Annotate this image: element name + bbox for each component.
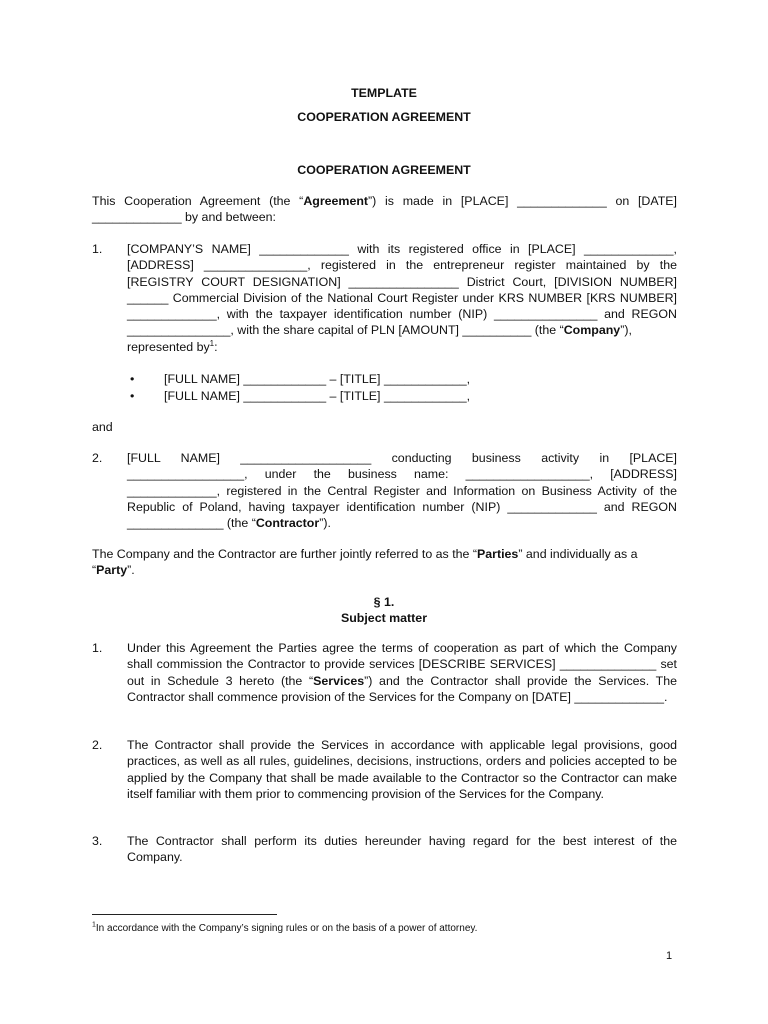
party-1-text xyxy=(127,241,677,355)
clause-1-text-a: Under this Agreement the Parties agree the terms of cooperation as part of which the Company shall commission the Contractor to provide services [DESCRIBE SERVICES] ______________ set out in Schedule 3 hereto (the “ xyxy=(127,641,677,688)
colon: : xyxy=(214,339,218,354)
parties-paragraph xyxy=(92,546,677,579)
representatives-list xyxy=(128,371,528,405)
agreement-heading: COOPERATION AGREEMENT xyxy=(297,163,471,177)
intro-text: This Cooperation Agreement (the “ xyxy=(92,194,304,208)
party-1-number: 1. xyxy=(92,242,103,256)
clause-1-text-b: ”) and the Contractor shall provide the Services. The Contractor shall commence provision of the Services for the Company on [DATE] _____________. xyxy=(127,673,677,704)
clause-1-text xyxy=(127,640,677,705)
clause-2-text: The Contractor shall provide the Services in accordance with applicable legal provisions, good practices, as well as all rules, guidelines, decisions, instructions, orders and policies accepted to be applied by the Company that shall be made available to the Contractor so the Contractor can make itself familiar with them prior to commencing provision of the Services for the Company. xyxy=(127,738,677,801)
section-title: Subject matter xyxy=(340,611,428,625)
intro-paragraph xyxy=(92,193,677,226)
representative-2: [FULL NAME] ____________ – [TITLE] ____________, xyxy=(164,389,471,403)
intro-text-cont: ”) is made in [PLACE] _____________ on [DATE] _____________ by and between: xyxy=(92,194,677,225)
document-title: COOPERATION AGREEMENT xyxy=(297,110,471,124)
footnote-number: 1 xyxy=(92,921,96,929)
footnote-ref: 1 xyxy=(209,338,215,348)
clause-3-text: The Contractor shall perform its duties hereunder having regard for the best interest of the Company. xyxy=(127,834,677,865)
template-label: TEMPLATE xyxy=(351,86,417,100)
party-1-details: _____________ with its registered office in [PLACE] _____________, [ADDRESS] _______________, registered in the entrepreneur register maintained by the [REGISTRY COURT DESIGNATION] ________________ District Court, [DIVISION NUMBER] ______ Commercial Division of the National Court Register under KRS NUMBER [KRS NUMBER] _____________, with the taxpayer identification number (NIP) _______________ and REGON _______________, with the share capital of PLN [AMOUNT] __________ (the “ xyxy=(127,242,678,338)
party-2-details: ___________________ conducting business activity in [PLACE] _________________, under the business name: __________________, [ADDRESS] _____________, registered in the Central Register and Information on Business Activity of the Republic of Poland, having taxpayer identification number (NIP) _____________ and REGON ______________ (the “ xyxy=(127,451,677,531)
contractor-term: Contractor xyxy=(255,516,320,531)
and-word: and xyxy=(92,420,113,434)
parties-text-cont: ” and individually as a “ xyxy=(92,547,638,578)
party-2-close: ”). xyxy=(319,516,331,531)
clause-1-number: 1. xyxy=(92,641,103,655)
company-name-placeholder: [COMPANY’S NAME] xyxy=(127,242,251,256)
bullet-icon: • xyxy=(130,389,135,403)
footnote xyxy=(92,922,477,935)
party-2-text xyxy=(127,450,677,531)
clause-3-number: 3. xyxy=(92,834,103,848)
footnote-text: In accordance with the Company’s signing rules or on the basis of a power of attorney. xyxy=(95,923,478,934)
party-2-number: 2. xyxy=(92,451,103,465)
list-item xyxy=(128,388,528,405)
parties-close: ”. xyxy=(127,563,135,578)
page-number: 1 xyxy=(666,950,673,962)
full-name-placeholder: [FULL NAME] xyxy=(127,451,220,465)
party-term: Party xyxy=(96,563,128,578)
represented-by-label: represented by xyxy=(127,339,210,354)
footnote-separator xyxy=(92,914,277,915)
clause-2-number: 2. xyxy=(92,738,103,752)
section-number: § 1. xyxy=(373,595,395,609)
agreement-term: Agreement xyxy=(303,194,369,208)
list-item xyxy=(128,371,528,388)
representative-1: [FULL NAME] ____________ – [TITLE] ____________, xyxy=(164,372,471,386)
party-1-close: ”), xyxy=(620,323,632,338)
services-term: Services xyxy=(313,673,365,688)
bullet-icon: • xyxy=(130,372,135,386)
company-term: Company xyxy=(563,323,621,338)
parties-text: The Company and the Contractor are further jointly referred to as the “ xyxy=(92,547,477,561)
parties-term: Parties xyxy=(477,547,519,561)
